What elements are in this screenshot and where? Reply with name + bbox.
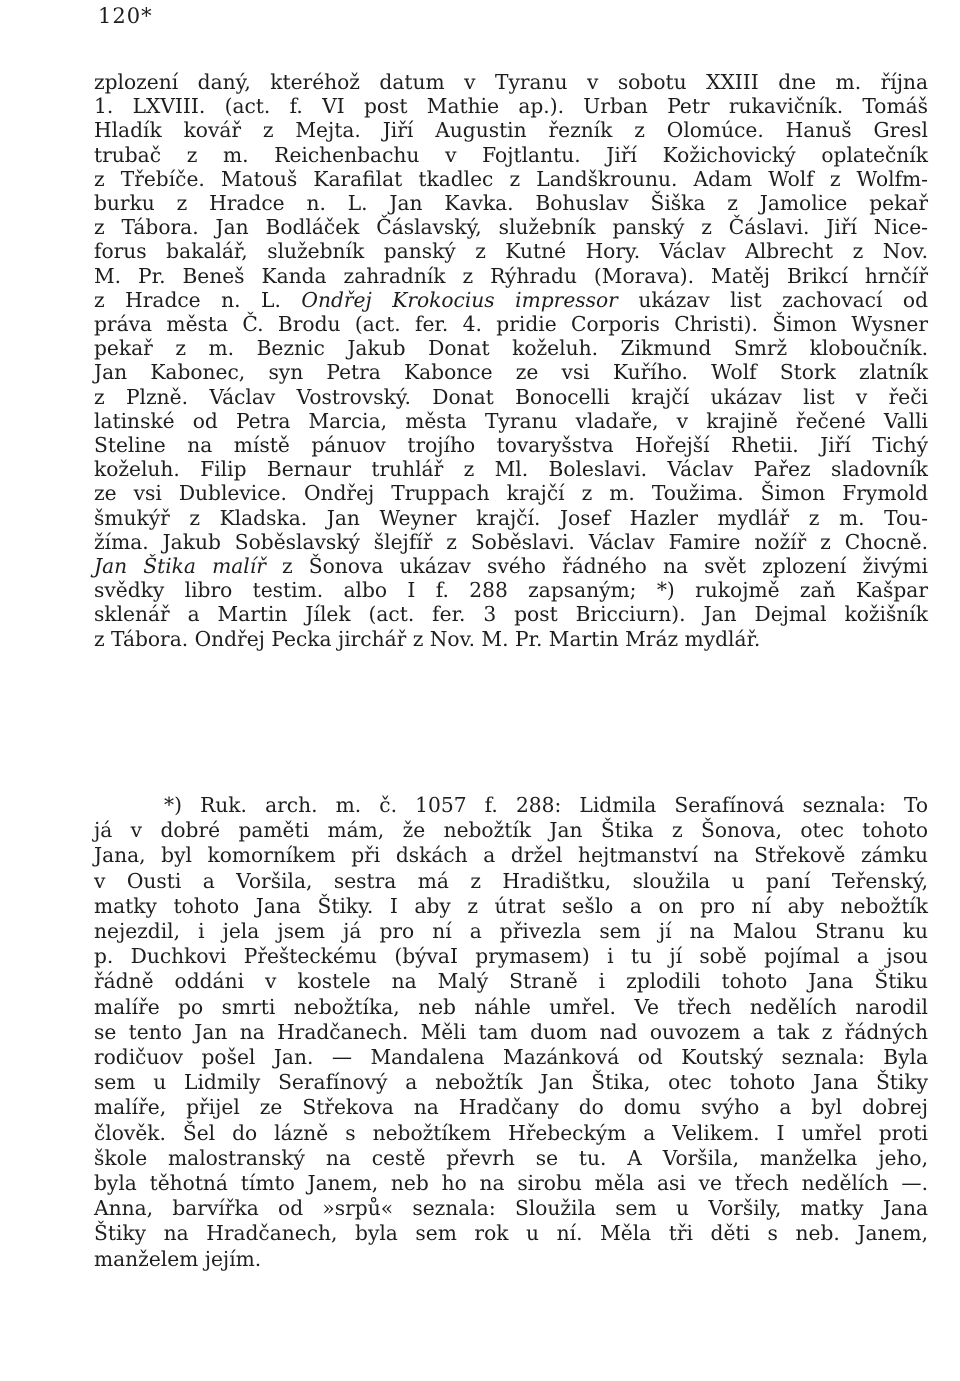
text-line: z Tábora. Jan Bodláček Čáslavský, služebník panský z Čáslavi. Jiří Nice- [94, 215, 928, 240]
footnote-line: sem u Lidmily Serafínový a nebožtík Jan Štika, otec tohoto Jana Štiky [94, 1070, 928, 1095]
text-line: forus bakalář, služebník panský z Kutné Hory. Václav Albrecht z Nov. [94, 239, 928, 264]
footnote-line: Anna, barvířka od »srpů« seznala: Sloužila sem u Voršily, matky Jana [94, 1196, 928, 1221]
text-line: latinské od Petra Marcia, města Tyranu vladaře, v krajině řečené Valli [94, 408, 928, 433]
text-line: burku z Hradce n. L. Jan Kavka. Bohuslav Šiška z Jamolice pekař [94, 191, 928, 216]
text-line: M. Pr. Beneš Kanda zahradník z Rýhradu (Morava). Matěj Brikcí hrnčíř [94, 263, 928, 288]
text-line: koželuh. Filip Bernaur truhlář z Ml. Boleslavi. Václav Pařez sladovník [94, 457, 928, 482]
text-line: sklenář a Martin Jílek (act. fer. 3 post Bricciurn). Jan Dejmal kožišník [94, 602, 928, 627]
text-line: Jan Kabonec, syn Petra Kabonce ze vsi Kuřího. Wolf Stork zlatník [94, 360, 928, 385]
text-line: Steline na místě pánuov trojího tovaryšstva Hořejší Rhetii. Jiří Tichý [94, 433, 928, 458]
footnote-line: *) Ruk. arch. m. č. 1057 f. 288: Lidmila Serafínová seznala: To [164, 793, 928, 817]
footnote-line: v Ousti a Voršila, sestra má z Hradištku, sloužila u paní Teřenský, [94, 868, 928, 893]
footnote-line: Štiky na Hradčanech, byla sem rok u ní. Měla tři děti s neb. Janem, [94, 1221, 928, 1246]
text-line-with-italic [94, 288, 928, 312]
footnote-line: manželem jejím. [94, 1246, 262, 1271]
text-line: žíma. Jakub Soběslavský šlejfíř z Soběslavi. Václav Famire nožíř z Chocně. [94, 529, 928, 554]
text-line: pekař z m. Beznic Jakub Donat koželuh. Zikmund Smrž kloboučník. [94, 336, 928, 361]
text-line: z Třebíče. Matouš Karafilat tkadlec z Landškrounu. Adam Wolf z Wolfm- [94, 166, 928, 191]
footnote-line: Jana, byl komorníkem při dskách a držel hejtmanství na Střekově zámku [94, 843, 928, 868]
footnote-line: škole malostranský na cestě převrh se tu. A Voršila, manželka jeho, [94, 1145, 928, 1170]
text-line: 1. LXVIII. (act. f. VI post Mathie ap.). Urban Petr rukavičník. Tomáš [94, 94, 928, 119]
footnote-line: byla těhotná tímto Janem, neb ho na sirobu měla asi ve třech nedělích —. [94, 1171, 928, 1196]
footnote-line: malíře po smrti nebožtíka, neb náhle umřel. Ve třech nedělích narodil [94, 994, 928, 1019]
text-line: svědky libro testim. albo I f. 288 zapsaným; *) rukojmě zaň Kašpar [94, 578, 928, 603]
text-line: z Tábora. Ondřej Pecka jirchář z Nov. M. Pr. Martin Mráz mydlář. [94, 626, 761, 651]
italic-name: Ondřej Krokocius impressor [301, 287, 618, 312]
text-line: ze vsi Dublevice. Ondřej Truppach krajčí z m. Toužima. Šimon Frymold [94, 481, 928, 506]
page-number: 120* [98, 4, 153, 28]
text-line: trubač z m. Reichenbachu v Fojtlantu. Jiří Kožichovický oplatečník [94, 142, 928, 167]
text-line: šmukýř z Kladska. Jan Weyner krajčí. Josef Hazler mydlář z m. Tou- [94, 505, 928, 530]
footnote-line: matky tohoto Jana Štiky. I aby z útrat sešlo a on pro ní aby nebožtík [94, 893, 928, 918]
text-line: Hladík kovář z Mejta. Jiří Augustin řezník z Olomúce. Hanuš Gresl [94, 118, 928, 143]
footnote-line: p. Duchkovi Přešteckému (bývaI prymasem) i tu jí sobě pojímal a jsou [94, 944, 928, 969]
text-line-with-italic [94, 554, 928, 578]
text-segment: z Šonova ukázav svého řádného na svět zplození živými [265, 554, 928, 579]
footnote-line: nejezdil, i jela jsem já pro ní a přivezla sem jí na Malou Stranu ku [94, 919, 928, 944]
footnote [94, 793, 928, 1272]
footnote-line: malíře, přijel ze Střekova na Hradčany do domu svýho a byl dobrej [94, 1095, 928, 1120]
footnote-line: rodičuov pošel Jan. — Mandalena Mazánková od Koutský seznala: Byla [94, 1045, 928, 1070]
text-line: z Plzně. Václav Vostrovský. Donat Bonocelli krajčí ukázav list v řeči [94, 384, 928, 409]
text-segment: z Hradce n. L. [94, 287, 302, 312]
footnote-line: člověk. Šel do lázně s nebožtíkem Hřebeckým a Velikem. I umřel proti [94, 1120, 928, 1145]
text-line: zplození daný, kteréhož datum v Tyranu v sobotu XXIII dne m. října [94, 70, 928, 94]
main-text [94, 70, 928, 651]
text-segment: ukázav list zachovací od [617, 287, 929, 312]
italic-name: Jan Štika malíř [94, 554, 266, 579]
text-line: práva města Č. Brodu (act. fer. 4. pridie Corporis Christi). Šimon Wysner [94, 312, 928, 337]
footnote-line: řádně oddáni v kostele na Malý Straně i zplodili tohoto Jana Štiku [94, 969, 928, 994]
footnote-line: já v dobré paměti mám, že nebožtík Jan Štika z Šonova, otec tohoto [94, 818, 928, 843]
footnote-line: se tento Jan na Hradčanech. Měli tam duom nad ouvozem a tak z řádných [94, 1019, 928, 1044]
